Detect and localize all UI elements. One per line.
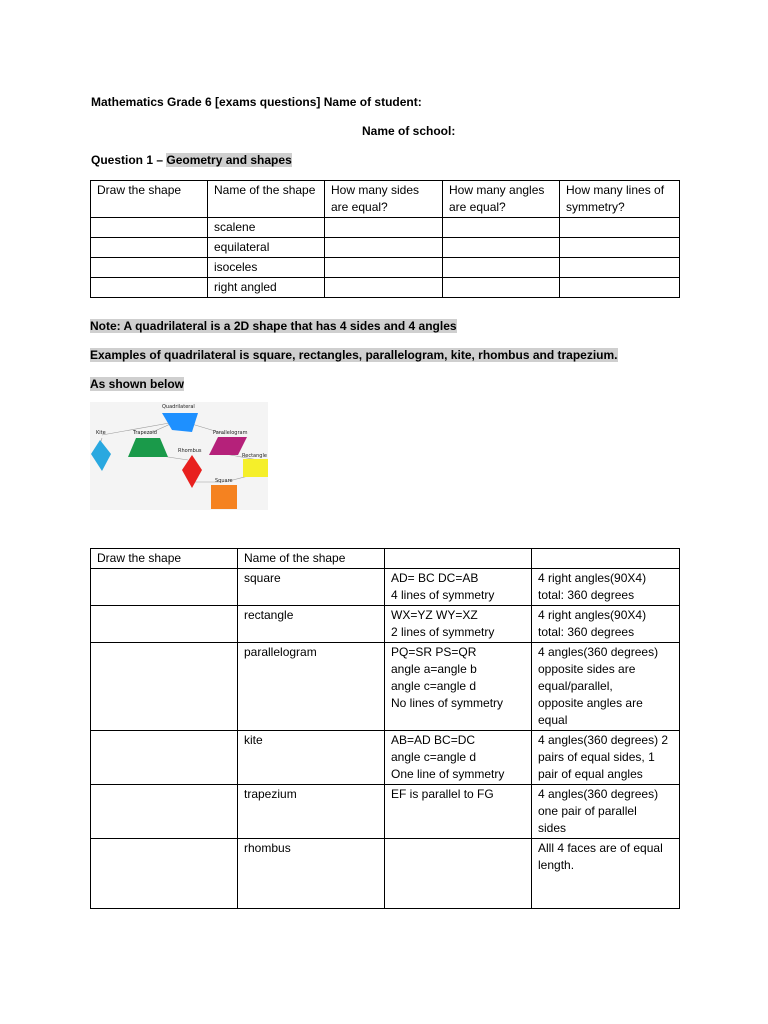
properties-cell: PQ=SR PS=QR angle a=angle b angle c=angle d No lines of symmetry (385, 643, 532, 731)
triangles-table (90, 180, 680, 298)
label-rectangle: Rectangle (242, 453, 267, 459)
answer-cell[interactable] (560, 278, 680, 298)
school-name-label: Name of school: (362, 124, 456, 138)
answer-cell[interactable] (560, 218, 680, 238)
quadrilateral-examples: Examples of quadrilateral is square, rectangles, parallelogram, kite, rhombus and trapezium. (90, 348, 618, 362)
shape-name-cell: trapezium (238, 785, 385, 839)
properties-cell: AB=AD BC=DC angle c=angle d One line of symmetry (385, 731, 532, 785)
draw-cell[interactable] (91, 258, 208, 278)
label-parallelogram: Parallelogram (213, 430, 248, 436)
quadrilateral-note: Note: A quadrilateral is a 2D shape that has 4 sides and 4 angles (90, 319, 457, 333)
answer-cell[interactable] (325, 218, 443, 238)
header-cell: Draw the shape (91, 549, 238, 569)
answer-cell[interactable] (560, 258, 680, 278)
header-cell: Name of the shape (238, 549, 385, 569)
angles-cell: 4 right angles(90X4) total: 360 degrees (532, 569, 680, 606)
table-row (91, 731, 680, 785)
draw-cell[interactable] (91, 785, 238, 839)
table-row (91, 839, 680, 909)
properties-cell (385, 839, 532, 909)
table-row (91, 569, 680, 606)
table-header-row (91, 549, 680, 569)
label-rhombus: Rhombus (178, 448, 202, 454)
draw-cell[interactable] (91, 839, 238, 909)
draw-cell[interactable] (91, 218, 208, 238)
shape-name-cell: rhombus (238, 839, 385, 909)
shown-below-label: As shown below (90, 377, 185, 391)
rectangle-shape (243, 459, 268, 477)
trapezoid-shape (128, 438, 168, 457)
question-prefix: Question 1 – (91, 153, 167, 167)
shape-name-cell: parallelogram (238, 643, 385, 731)
label-kite: Kite (96, 430, 106, 436)
kite-shape (91, 440, 111, 471)
answer-cell[interactable] (443, 218, 560, 238)
quadrilateral-shape (162, 413, 198, 432)
draw-cell[interactable] (91, 238, 208, 258)
answer-cell[interactable] (325, 278, 443, 298)
answer-cell[interactable] (443, 258, 560, 278)
properties-cell: EF is parallel to FG (385, 785, 532, 839)
document-title: Mathematics Grade 6 [exams questions] Name of student: (91, 95, 422, 109)
square-shape (211, 485, 237, 509)
angles-cell: 4 angles(360 degrees) one pair of parallel sides (532, 785, 680, 839)
shape-name-cell: isoceles (208, 258, 325, 278)
shape-name-cell: right angled (208, 278, 325, 298)
question-heading (91, 153, 292, 167)
answer-cell[interactable] (560, 238, 680, 258)
answer-cell[interactable] (325, 258, 443, 278)
table-row (91, 218, 680, 238)
properties-cell: AD= BC DC=AB 4 lines of symmetry (385, 569, 532, 606)
rhombus-shape (182, 455, 202, 488)
answer-cell[interactable] (443, 238, 560, 258)
answer-cell[interactable] (325, 238, 443, 258)
header-cell: How many lines of symmetry? (560, 181, 680, 218)
label-square: Square (215, 478, 233, 484)
label-quadrilateral: Quadrilateral (162, 404, 195, 410)
header-cell: Draw the shape (91, 181, 208, 218)
angles-cell: 4 right angles(90X4) total: 360 degrees (532, 606, 680, 643)
angles-cell: Alll 4 faces are of equal length. (532, 839, 680, 909)
draw-cell[interactable] (91, 569, 238, 606)
draw-cell[interactable] (91, 278, 208, 298)
shape-name-cell: scalene (208, 218, 325, 238)
shape-name-cell: rectangle (238, 606, 385, 643)
question-topic: Geometry and shapes (166, 153, 292, 167)
quadrilateral-diagram (90, 402, 268, 510)
label-trapezoid: Trapezoid (133, 430, 157, 436)
draw-cell[interactable] (91, 643, 238, 731)
header-cell: How many sides are equal? (325, 181, 443, 218)
answer-cell[interactable] (443, 278, 560, 298)
table-row (91, 785, 680, 839)
header-cell: How many angles are equal? (443, 181, 560, 218)
angles-cell: 4 angles(360 degrees) 2 pairs of equal sides, 1 pair of equal angles (532, 731, 680, 785)
table-row (91, 643, 680, 731)
angles-cell: 4 angles(360 degrees) opposite sides are equal/parallel, opposite angles are equal (532, 643, 680, 731)
quadrilaterals-table (90, 548, 680, 909)
table-header-row (91, 181, 680, 218)
header-cell: Name of the shape (208, 181, 325, 218)
table-row (91, 278, 680, 298)
shape-name-cell: equilateral (208, 238, 325, 258)
header-cell (385, 549, 532, 569)
shape-name-cell: square (238, 569, 385, 606)
table-row (91, 238, 680, 258)
table-row (91, 606, 680, 643)
shape-name-cell: kite (238, 731, 385, 785)
header-cell (532, 549, 680, 569)
properties-cell: WX=YZ WY=XZ 2 lines of symmetry (385, 606, 532, 643)
table-row (91, 258, 680, 278)
draw-cell[interactable] (91, 731, 238, 785)
draw-cell[interactable] (91, 606, 238, 643)
